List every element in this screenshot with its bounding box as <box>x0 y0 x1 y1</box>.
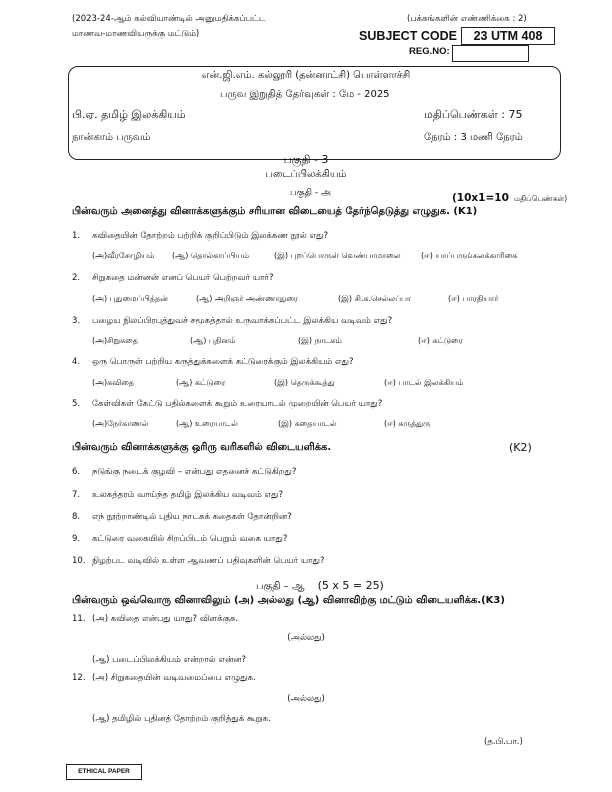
short-answer-instruction: பின்வரும் வினாக்களுக்கு ஒரிரு வரிகளில் விடையளிக்க. <box>72 442 332 453</box>
option: (இ) தெருக்கூத்து <box>274 378 335 387</box>
option: (ஆ) புதினம் <box>190 336 236 345</box>
section-a-marks <box>452 186 567 205</box>
section-a-instruction: பின்வரும் அனைத்து வினாக்களுக்கும் சரியான விடையைத் தேர்ந்தெடுத்து எழுதுக. (K1) <box>72 206 478 217</box>
option: (ஆ) கட்டுரை <box>176 378 226 387</box>
question-text: நிழற்பட வடிவில் உள்ள ஆவணப் பதிவுகளின் பெயர் யாது? <box>92 556 325 566</box>
question-number: 9. <box>72 534 81 544</box>
ethical-paper-label: ETHICAL PAPER <box>66 764 142 780</box>
option: (இ) நாடகம் <box>298 336 342 345</box>
section-b-title: பகுதி – ஆ <box>256 581 305 592</box>
permission-line-2: மாணவ-மாணவியருக்கு மட்டும்) <box>72 29 200 39</box>
section-a-marks-main: (10x1=10 <box>452 192 509 204</box>
question-text: உலகத்தரம் வாய்ந்த தமிழ் இலக்கிய வடிவம் எது? <box>92 490 284 500</box>
question-number: 8. <box>72 512 81 522</box>
option: (அ)கவிதை <box>92 378 135 387</box>
question-part-a: (அ) சிறுகதையின் வடிவமைப்பை எழுதுக. <box>92 673 256 683</box>
question-number: 6. <box>72 467 81 477</box>
option: (இ) புறப்பொருள் வெண்பாமாலை <box>274 251 401 260</box>
option: (அ) புதுமைப்பித்தன் <box>92 294 169 303</box>
option: (அ)சிறுகதை <box>92 336 138 345</box>
question-text: நடுங்கு நடைக் குழவி – என்பது எதனைச் சுட்டுகிறது? <box>92 467 297 477</box>
reg-no-field[interactable] <box>452 45 529 62</box>
question-part-a: (அ) கவிதை என்பது யாது? விளக்குக. <box>92 614 239 624</box>
question-text: கட்டுரை வகையில் சிறப்பிடம் பெறும் வகை யாது? <box>92 534 288 544</box>
option: (அ)நேர்காணல் <box>92 419 149 428</box>
reg-no-label: REG.NO: <box>409 46 450 57</box>
question-text: எந் நூற்றாண்டில் புதிய நாடகக் கதைகள் தோன்றின? <box>92 512 292 522</box>
question-part-b: (ஆ) படைப்பிலக்கியம் என்றால் என்ன? <box>92 655 247 665</box>
exam-title: பருவ இறுதித் தேர்வுகள் : மே - 2025 <box>220 89 390 100</box>
section-b-header <box>256 574 384 593</box>
section-a-marks-sub: மதிப்பெண்கள்) <box>514 194 568 203</box>
section-b-marks: (5 x 5 = 25) <box>317 579 384 592</box>
option: (ஈ) பாடல் இலக்கியம் <box>384 378 464 387</box>
semester: நான்காம் பருவம் <box>72 132 151 143</box>
question-number: 2. <box>72 273 81 283</box>
question-text: சிறுகதை மன்னன் எனப் பெயர் பெற்றவர் யார்? <box>92 273 274 283</box>
option: (இ) சி.சு.செல்லப்பா <box>338 294 412 303</box>
exam-duration: நேரம் : 3 மணி நேரம் <box>424 132 523 143</box>
short-answer-k-level: (K2) <box>509 441 532 454</box>
question-text: ஒரு பொருள் பற்றிய கருத்துக்களைக் கட்டுரைக்கும் இலக்கியம் எது? <box>92 357 354 367</box>
or-separator: (அல்லது) <box>287 633 325 643</box>
part-title: பகுதி - 3 <box>283 153 329 166</box>
question-number: 12. <box>72 673 86 683</box>
question-text: கவிதையின் தோற்றம் பற்றிக் குறிப்பிடும் இலக்கண நூல் எது? <box>92 231 328 241</box>
option: (ஈ) யாப்பருங்கலக்காரிகை <box>421 251 518 260</box>
course-name: பி.ஏ. தமிழ் இலக்கியம் <box>72 108 186 121</box>
permission-line-1: (2023-24-ஆம் கல்வியாண்டில் அனுமதிக்கப்பட்ட <box>72 14 266 24</box>
question-number: 5. <box>72 399 81 409</box>
subject-code-box: 23 UTM 408 <box>461 27 555 45</box>
question-number: 11. <box>72 614 86 624</box>
question-number: 4. <box>72 357 81 367</box>
option: (ஆ) உரையாடல் <box>176 419 238 428</box>
option: (ஈ) கட்டுரை <box>418 336 463 345</box>
part-subtitle: படைப்பிலக்கியம் <box>265 169 347 180</box>
question-number: 1. <box>72 231 81 241</box>
question-text: கேள்விகள் கேட்டு பதில்களைக் கூறும் உரையாடல் முறையின் பெயர் யாது? <box>92 399 383 409</box>
option: (ஆ) தொல்காப்பியம் <box>172 251 250 260</box>
question-part-b: (ஆ) தமிழில் புதினத் தோற்றம் குறித்துக் கூறுக. <box>92 714 271 724</box>
max-marks: மதிப்பெண்கள் : 75 <box>424 108 523 121</box>
section-b-instruction: பின்வரும் ஒவ்வொரு வினாவிலும் (அ) அல்லது (ஆ) வினாவிற்கு மட்டும் விடையளிக்க.(K3) <box>72 595 505 606</box>
option: (அ)வீரசோழியம் <box>92 251 155 260</box>
or-separator: (அல்லது) <box>287 694 325 704</box>
option: (ஆ) அறிஞர் அண்ணாதுரை <box>196 294 299 303</box>
question-number: 10. <box>72 556 86 566</box>
option: (இ) கதையாடல் <box>278 419 337 428</box>
question-number: 3. <box>72 316 81 326</box>
section-a-title: பகுதி - அ <box>290 188 331 198</box>
page-count: (பக்கங்களின் எண்ணிக்கை : 2) <box>407 14 527 24</box>
subject-code-label: SUBJECT CODE <box>359 29 457 43</box>
college-name: என்.ஜி.எம். கல்லூரி (தன்னாட்சி) பொள்ளாச்சி <box>201 70 411 81</box>
question-number: 7. <box>72 490 81 500</box>
please-turn-over: (த.பி.பா.) <box>484 737 523 747</box>
question-text: பழைய நிலப்பிரபுத்துவச் சமூகத்தால் உருவாக்கப்பட்ட இலக்கிய வடிவம் எது? <box>92 316 393 326</box>
option: (ஈ) பாரதியார் <box>448 294 499 303</box>
option: (ஈ) கருத்துரு <box>384 419 431 428</box>
